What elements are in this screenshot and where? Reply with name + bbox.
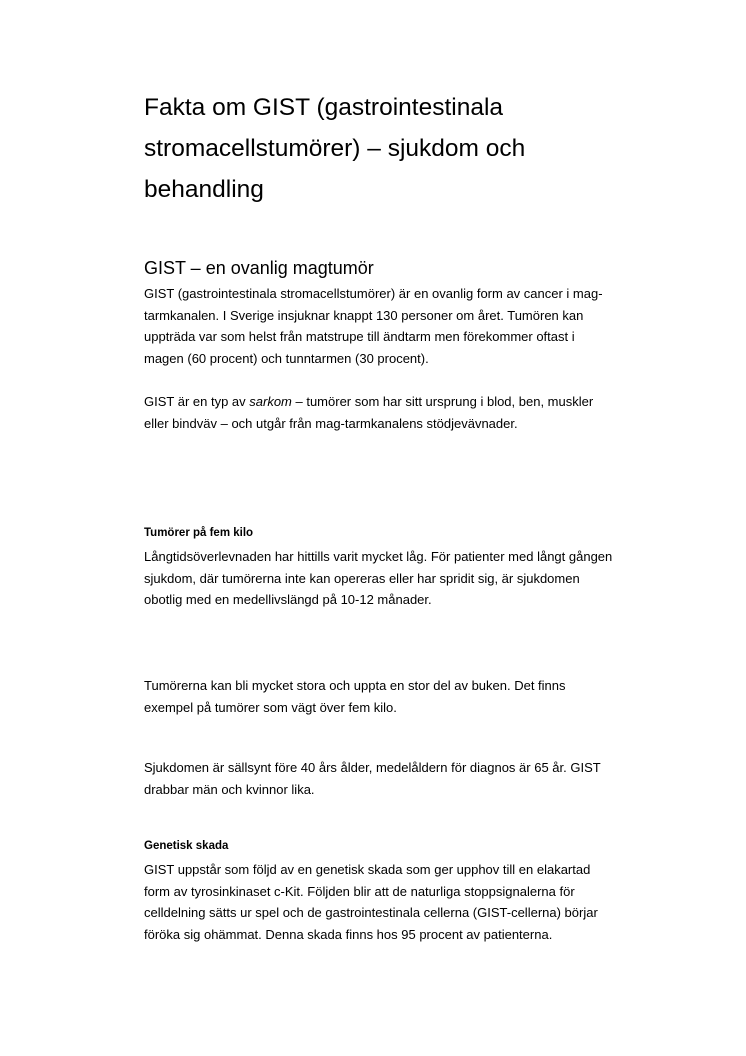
paragraph-longtime-survival: Långtidsöverlevnaden har hittills varit mycket låg. För patienter med långt gången sjukdom, där tumörerna inte kan opereras eller har spridit sig, är sjukdomen obotlig med en medellivslängd på 10-12 månader.	[144, 549, 613, 608]
document-title: Fakta om GIST (gastrointestinala stromacellstumörer) – sjukdom och behandling	[144, 94, 526, 203]
paragraph-text: – tumörer som har sitt ursprung i blod, ben, muskler eller bindväv – och utgår från mag-tarmkanalens stödjevävnader.	[144, 394, 594, 431]
section-heading-gist: GIST – en ovanlig magtumör	[144, 258, 374, 278]
paragraph-tumor-size: Tumörerna kan bli mycket stora och uppta en stor del av buken. Det finns exempel på tumörer som vägt över fem kilo.	[144, 678, 566, 715]
paragraph-genetic-damage: GIST uppstår som följd av en genetisk skada som ger upphov till en elakartad form av tyrosinkinaset c-Kit. Följden blir att de naturliga stoppsignalerna för celldelning sätts ur spel och de gastrointestinala cellerna (GIST-cellerna) börjar föröka sig ohämmat. Denna skada finns hos 95 procent av patienterna.	[144, 862, 598, 942]
document-page	[144, 87, 614, 942]
paragraph-gist-sarkom	[144, 391, 614, 434]
emphasis-sarkom: sarkom	[249, 394, 292, 409]
paragraph-text: GIST är en typ av	[144, 394, 250, 409]
section-heading-genetisk: Genetisk skada	[144, 840, 229, 852]
paragraph-age: Sjukdomen är sällsynt före 40 års ålder, medelåldern för diagnos är 65 år. GIST drabbar män och kvinnor lika.	[144, 760, 601, 797]
section-heading-tumorer: Tumörer på fem kilo	[144, 527, 254, 539]
paragraph-gist-intro: GIST (gastrointestinala stromacellstumörer) är en ovanlig form av cancer i mag-tarmkanalen. I Sverige insjuknar knappt 130 personer om året. Tumören kan uppträda var som helst från matstrupe till ändtarm men förekommer oftast i magen (60 procent) och tunntarmen (30 procent).	[144, 286, 603, 366]
